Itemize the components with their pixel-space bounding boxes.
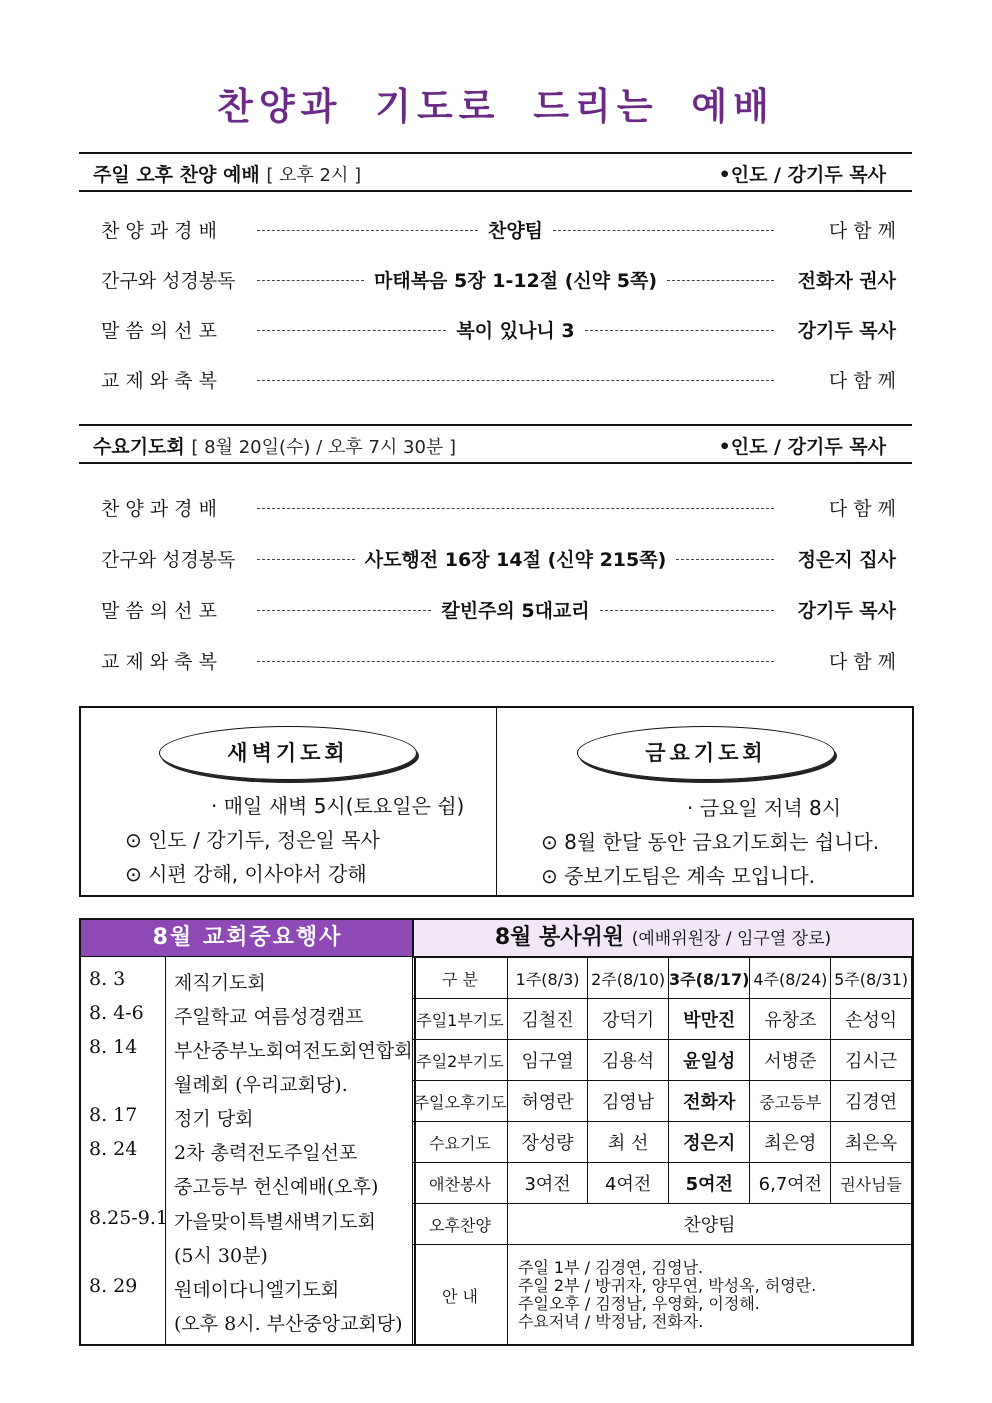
wednesday-row-praise [101, 492, 896, 522]
wednesday-service-header [79, 424, 912, 464]
sunday-service-leader: •인도 / 강기두 목사 [718, 164, 886, 186]
table-cell: 전화자 [669, 1081, 750, 1122]
table-cell: 최은영 [750, 1122, 831, 1163]
table-cell: 허영란 [507, 1081, 587, 1122]
row-person: 강기두 목사 [797, 599, 897, 622]
church-events-panel [79, 918, 416, 1346]
table-cell: 박만진 [669, 999, 750, 1040]
table-cell: 최은옥 [831, 1122, 912, 1163]
row-person: 정은지 집사 [797, 548, 896, 571]
dawn-prayer-line: ⊙ 인도 / 강기두, 정은일 목사 [125, 828, 380, 852]
friday-prayer-title: 금요기도회 [577, 726, 835, 780]
row-person: 다 함 께 [828, 650, 896, 673]
row-person: 전화자 권사 [797, 269, 896, 292]
row-category: 주일2부기도 [413, 1040, 508, 1081]
dash-leader [257, 230, 478, 231]
row-label: 찬 양 과 경 배 [101, 497, 217, 520]
event-date: 8. 3 [89, 968, 126, 990]
prayer-meetings-box [79, 706, 914, 897]
row-content: 사도행전 16장 14절 (신약 215쪽) [364, 548, 667, 571]
row-person: 다 함 께 [828, 369, 896, 392]
row-label: 간구와 성경봉독 [101, 269, 236, 292]
table-header-row [413, 958, 912, 999]
sunday-row-blessing [101, 364, 896, 394]
event-text: (오후 8시. 부산중앙교회당) [174, 1313, 403, 1335]
table-header-cell: 구 분 [413, 958, 508, 999]
table-cell: 4여전 [588, 1163, 669, 1204]
wednesday-service-leader: •인도 / 강기두 목사 [718, 436, 886, 458]
table-cell: 3여전 [507, 1163, 587, 1204]
table-header-cell: 5주(8/31) [831, 958, 912, 999]
dash-leader [257, 508, 774, 509]
table-cell: 강덕기 [588, 999, 669, 1040]
event-text: 가을맞이특별새벽기도회 [174, 1211, 376, 1233]
row-content: 마태복음 5장 1-12절 (신약 5쪽) [374, 269, 657, 292]
table-row [413, 999, 912, 1040]
table-cell: 정은지 [669, 1122, 750, 1163]
event-text: (5시 30분) [174, 1245, 268, 1267]
church-events-title: 8월 교회중요행사 [81, 920, 414, 957]
box-divider [496, 708, 497, 895]
friday-prayer-line: ⊙ 8월 한달 동안 금요기도회는 쉽니다. [541, 830, 880, 854]
dash-leader [257, 661, 774, 662]
row-category: 애찬봉사 [413, 1163, 508, 1204]
table-cell: 최 선 [588, 1122, 669, 1163]
dash-leader [553, 230, 774, 231]
event-text: 부산중부노회여전도회연합회 [174, 1040, 413, 1062]
sunday-row-praise [101, 214, 896, 244]
row-label: 말 씀 의 선 포 [101, 599, 217, 622]
row-content: 복이 있나니 3 [456, 319, 575, 342]
sunday-row-sermon [101, 314, 896, 344]
table-cell: 김시근 [831, 1040, 912, 1081]
table-cell: 6,7여전 [750, 1163, 831, 1204]
row-category: 안 내 [413, 1245, 508, 1346]
table-header-cell: 3주(8/17) [669, 958, 750, 999]
service-table [412, 957, 912, 1346]
sunday-row-reading [101, 264, 896, 294]
event-text: 원데이다니엘기도회 [174, 1279, 340, 1301]
row-category: 수요기도 [413, 1122, 508, 1163]
row-person: 다 함 께 [828, 497, 896, 520]
event-date: 8. 14 [89, 1036, 138, 1058]
table-cell: 유창조 [750, 999, 831, 1040]
row-category: 오후찬양 [413, 1204, 508, 1245]
column-divider [165, 957, 166, 1344]
row-label: 찬 양 과 경 배 [101, 219, 217, 242]
table-cell: 김영남 [588, 1081, 669, 1122]
sunday-service-name [93, 160, 361, 187]
event-date: 8. 29 [89, 1275, 138, 1297]
service-volunteers-header [412, 920, 912, 957]
table-row [413, 1122, 912, 1163]
dash-leader [257, 330, 446, 331]
dash-leader [600, 610, 774, 611]
table-row [413, 1081, 912, 1122]
table-cell: 손성익 [831, 999, 912, 1040]
event-text: 정기 당회 [174, 1108, 254, 1130]
row-category: 주일오후기도 [413, 1081, 508, 1122]
event-text: 주일학교 여름성경캠프 [174, 1006, 364, 1028]
guide-line: 주일 1부 / 김경연, 김영남. [517, 1258, 704, 1277]
event-date: 8.25-9.1 [89, 1207, 168, 1229]
table-row [413, 1163, 912, 1204]
wednesday-row-reading [101, 543, 896, 573]
guide-line: 수요저녁 / 박정남, 전화자. [517, 1312, 704, 1331]
wednesday-service-title: 수요기도회 [93, 436, 185, 458]
dash-leader [667, 280, 774, 281]
table-cell: 권사님들 [831, 1163, 912, 1204]
friday-prayer-line: · 금요일 저녁 8시 [687, 796, 842, 820]
table-cell: 서병준 [750, 1040, 831, 1081]
row-label: 교 제 와 축 복 [101, 369, 217, 392]
table-cell: 김철진 [507, 999, 587, 1040]
event-date: 8. 17 [89, 1104, 138, 1126]
choir-cell: 찬양팀 [507, 1204, 911, 1245]
sunday-service-header [79, 152, 912, 192]
sunday-service-title: 주일 오후 찬양 예배 [93, 164, 260, 186]
event-date: 8. 24 [89, 1138, 138, 1160]
table-row [413, 1040, 912, 1081]
service-volunteers-subtitle: (예배위원장 / 임구열 장로) [631, 929, 832, 949]
wednesday-row-blessing [101, 645, 896, 675]
sunday-service-time: [ 오후 2시 ] [266, 165, 362, 186]
wednesday-service-time: [ 8월 20일(수) / 오후 7시 30분 ] [191, 437, 457, 458]
service-volunteers-title: 8월 봉사위원 [494, 925, 625, 950]
table-row-choir [413, 1204, 912, 1245]
guide-cell [507, 1245, 911, 1346]
page-title: 찬양과 기도로 드리는 예배 [217, 85, 775, 128]
friday-prayer-line: ⊙ 중보기도팀은 계속 모입니다. [541, 864, 816, 888]
table-cell: 김경연 [831, 1081, 912, 1122]
event-text: 2차 총력전도주일선포 [174, 1142, 358, 1164]
dash-leader [257, 380, 774, 381]
row-person: 강기두 목사 [797, 319, 897, 342]
guide-line: 주일오후 / 김정남, 우영화, 이정해. [517, 1294, 760, 1313]
table-header-cell: 2주(8/10) [588, 958, 669, 999]
dash-leader [585, 330, 774, 331]
table-header-cell: 1주(8/3) [507, 958, 587, 999]
dawn-prayer-line: ⊙ 시편 강해, 이사야서 강해 [125, 862, 367, 886]
dash-leader [257, 610, 431, 611]
table-row-guide [413, 1245, 912, 1346]
table-header-cell: 4주(8/24) [750, 958, 831, 999]
table-cell: 임구열 [507, 1040, 587, 1081]
row-content: 칼빈주의 5대교리 [441, 599, 590, 622]
table-cell: 5여전 [669, 1163, 750, 1204]
table-cell: 장성량 [507, 1122, 587, 1163]
row-category: 주일1부기도 [413, 999, 508, 1040]
event-text: 제직기도회 [174, 972, 266, 994]
service-volunteers-panel [412, 918, 914, 1346]
row-label: 교 제 와 축 복 [101, 650, 217, 673]
row-content: 찬양팀 [487, 219, 544, 242]
row-person: 다 함 께 [828, 219, 896, 242]
table-cell: 김용석 [588, 1040, 669, 1081]
event-date: 8. 4-6 [89, 1002, 144, 1024]
wednesday-row-sermon [101, 594, 896, 624]
table-cell: 윤일성 [669, 1040, 750, 1081]
row-label: 말 씀 의 선 포 [101, 319, 217, 342]
dash-leader [676, 559, 774, 560]
dash-leader [257, 559, 355, 560]
dash-leader [257, 280, 364, 281]
event-text: 월례회 (우리교회당). [174, 1074, 348, 1096]
table-cell: 중고등부 [750, 1081, 831, 1122]
event-text: 중고등부 헌신예배(오후) [174, 1176, 379, 1198]
dawn-prayer-title: 새벽기도회 [159, 726, 417, 780]
dawn-prayer-line: · 매일 새벽 5시(토요일은 쉼) [211, 794, 465, 818]
wednesday-service-name [93, 432, 456, 459]
row-label: 간구와 성경봉독 [101, 548, 236, 571]
guide-line: 주일 2부 / 방귀자, 양무연, 박성옥, 허영란. [517, 1276, 817, 1295]
